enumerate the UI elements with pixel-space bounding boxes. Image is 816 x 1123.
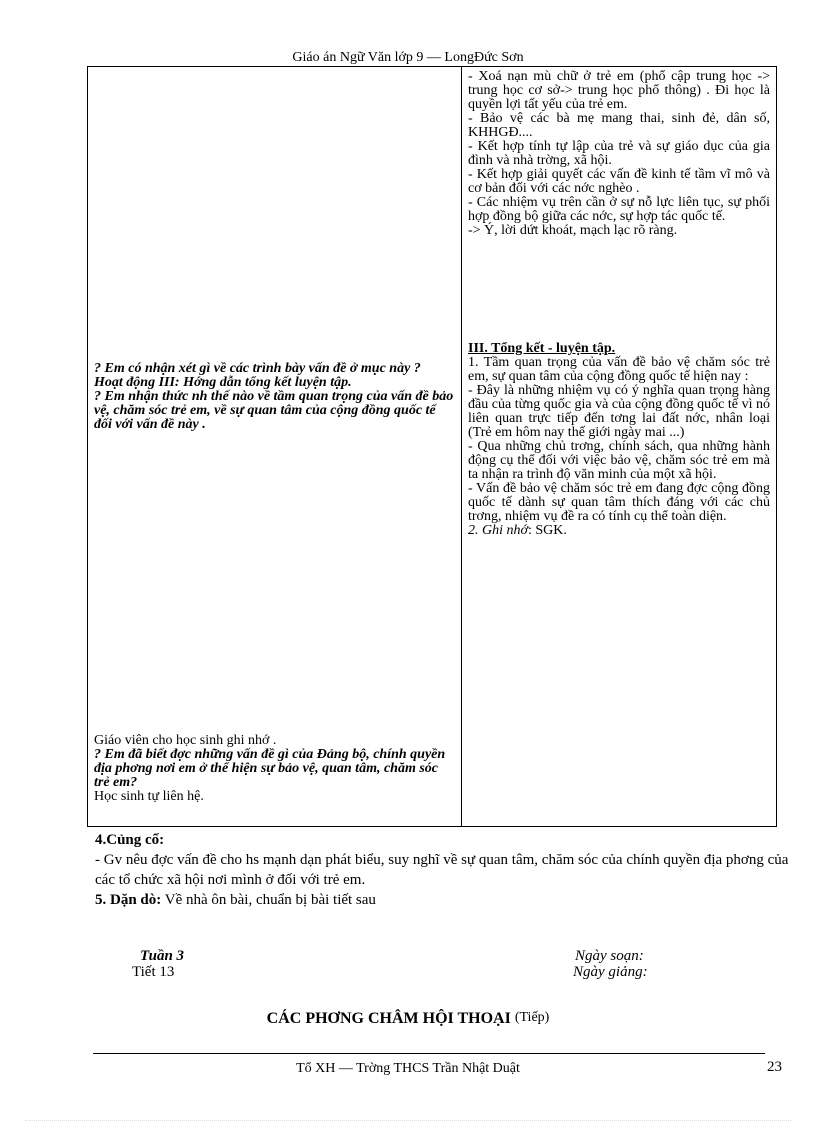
week-label: Tuần 3 [140,948,185,964]
activity-heading: Hoạt động III: Hớng dẫn tổng kết luyện tập. [94,375,352,390]
summary-item: - Vấn đề bảo vệ chăm sóc trẻ em đang đợc cộng đồng quốc tế dành sự quan tâm thích đáng với các chủ trơng, nhiệm vụ đề ra có tính cụ thể toàn diện. [468,481,770,524]
right-top-item: - Xoá nạn mù chữ ở trẻ em (phổ cập trung học -> trung học cơ sở-> trung học phổ thông) . Đi học là quyền lợi tất yếu của trẻ em. [468,69,770,112]
lesson-title-main: CÁC PHƠNG CHÂM HỘI THOẠI [266,1010,511,1027]
note-line [468,524,770,538]
student-task: Học sinh tự liên hệ. [94,789,204,804]
right-top-item: - Kết hợp giải quyết các vấn đề kinh tế tầm vĩ mô và cơ bản đối với các nớc nghèo . [468,167,770,196]
question-1: ? Em có nhận xét gì về các trình bày vấn đề ở mục này ? [94,361,421,376]
period-label: Tiết 13 [132,964,175,980]
lesson-title [0,1010,816,1028]
consolidation-text: - Gv nêu đợc vấn đề cho hs mạnh dạn phát biểu, suy nghĩ về sự quan tâm, chăm sóc của chính quyền địa phơng của các tổ chức xã hội nơi mình ở đối với trẻ em. [95,852,789,888]
lesson-info [132,948,185,980]
question-2: ? Em nhận thức nh thế nào về tầm quan trọng của vấn đề bảo vệ, chăm sóc trẻ em, về sự quan tâm của cộng đồng quốc tế đối với vấn đề này . [94,389,454,432]
page-footer: Tổ XH — Trờng THCS Trần Nhật Duật [296,1061,520,1076]
homework-text: Về nhà ôn bài, chuẩn bị bài tiết sau [161,892,376,908]
prep-date-label: Ngày soạn: [575,948,644,964]
homework-label: 5. Dặn dò: [95,892,162,908]
right-top-item: -> Ý, lời dứt khoát, mạch lạc rõ ràng. [468,223,678,238]
right-column-top [468,70,770,238]
footer-rule [93,1053,765,1054]
right-top-item: - Các nhiệm vụ trên cần ở sự nỗ lực liên tục, sự phối hợp đồng bộ giữa các nớc, sự hợp tác quốc tế. [468,195,770,224]
left-column-middle [94,362,456,432]
consolidation-section [95,830,790,910]
summary-item: - Qua những chủ trơng, chính sách, qua những hành động cụ thể đối với việc bảo vệ, chăm sóc trẻ em mà ta nhận ra trình độ văn minh của một xã hội. [468,439,770,482]
teach-date-label: Ngày giảng: [573,964,648,980]
question-3: ? Em đã biết đợc những vấn đề gì của Đảng bộ, chính quyền địa phơng nơi em ở thể hiện sự bảo vệ, quan tâm, chăm sóc trẻ em? [94,747,446,790]
lesson-dates [573,948,648,980]
summary-item: 1. Tầm quan trọng của vấn đề bảo vệ chăm sóc trẻ em, sự quan tâm của cộng đồng quốc tế hiện nay : [468,355,770,384]
note-value: : SGK. [527,523,567,538]
consolidation-heading: 4.Củng cố: [95,832,165,848]
summary-heading: III. Tổng kết - luyện tập. [468,341,616,356]
right-top-item: - Kết hợp tính tự lập của trẻ và sự giáo dục của gia đình và nhà trờng, xã hội. [468,139,770,168]
right-top-item: - Bảo vệ các bà mẹ mang thai, sinh đẻ, dân số, KHHGĐ.... [468,111,770,140]
left-column-bottom [94,734,456,804]
right-column-middle [468,342,770,538]
homework-line [95,890,790,910]
table-column-divider [461,67,462,826]
page-number: 23 [767,1059,782,1075]
page-header: Giáo án Ngữ Văn lớp 9 — LongĐức Sơn [292,50,524,65]
teacher-instruction: Giáo viên cho học sinh ghi nhớ . [94,733,277,748]
lesson-title-sub: (Tiếp) [514,1010,550,1025]
page-edge [25,1120,791,1121]
lesson-table [87,66,777,827]
summary-item: - Đây là những nhiệm vụ có ý nghĩa quan trọng hàng đầu của từng quốc gia và của cộng đồng quốc tế vì nó liên quan trực tiếp đến tơng lai đất nớc, nhân loại (Trẻ em hôm nay thế giới ngày mai ...) [468,383,770,440]
note-label: 2. Ghi nhớ [468,523,528,538]
